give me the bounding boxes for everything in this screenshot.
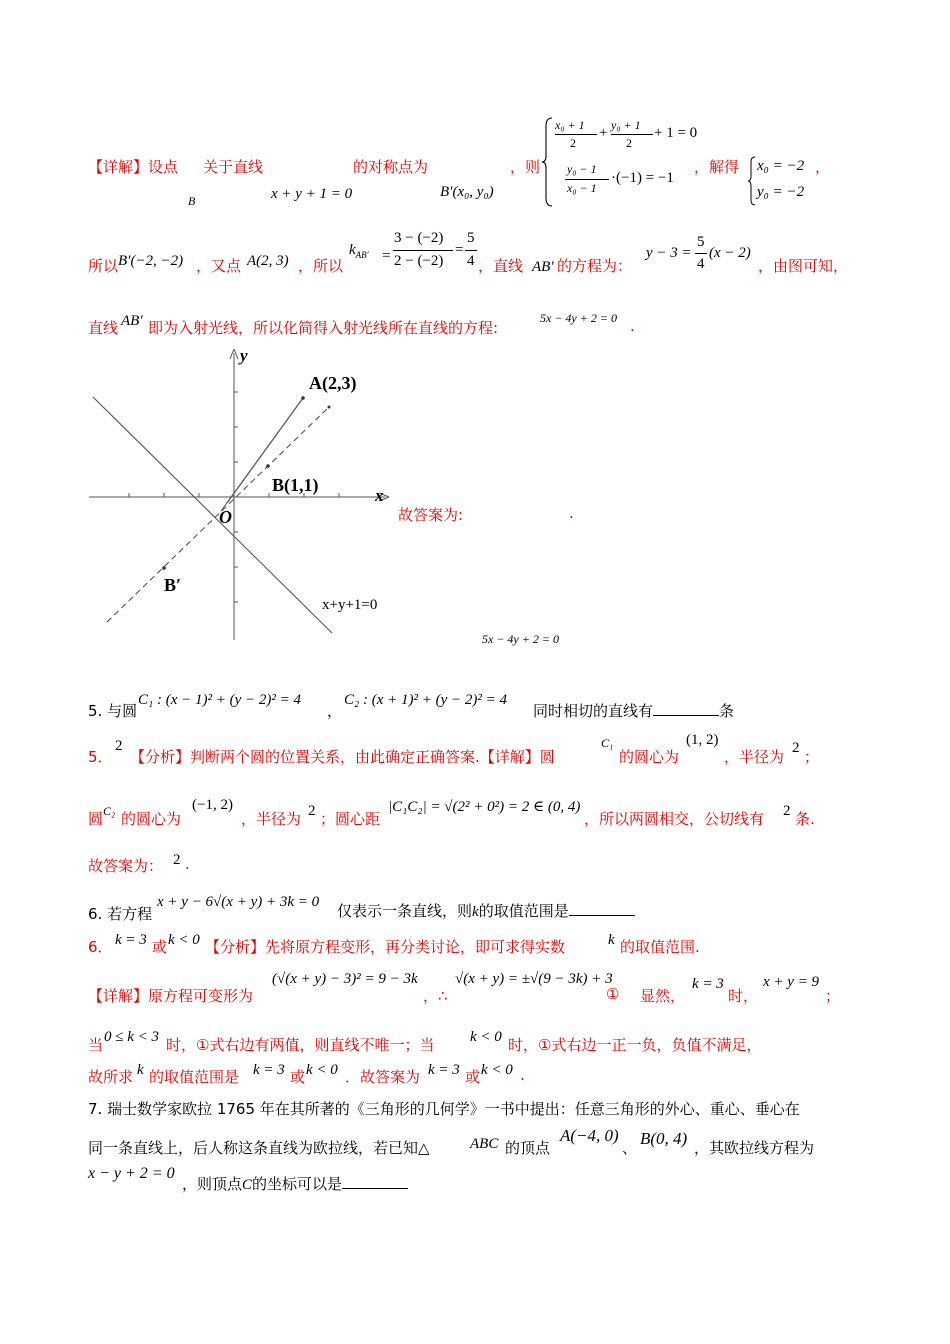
row2-t3: ，所以 — [298, 257, 344, 275]
q7-l2-t3: 、 — [622, 1139, 638, 1157]
a5-l2-t2: 的圆心为 — [121, 810, 182, 828]
sys2-den: x₀ − 1 — [567, 181, 597, 195]
point-bprime — [162, 566, 166, 570]
q7-l2-t2: 的顶点 — [505, 1139, 551, 1157]
a5-t3: ； — [804, 748, 820, 766]
a6-l4-m1: k = 3 — [253, 1062, 285, 1078]
q6-blank[interactable] — [569, 915, 635, 916]
left-brace-icon — [541, 116, 555, 208]
label-bprime: B′ — [164, 575, 182, 595]
row2-eq-right: (x − 2) — [709, 245, 751, 261]
row2-t4: ，直线 — [478, 257, 524, 275]
a6-l4-t3: ．故答案为 — [345, 1068, 421, 1086]
a5-final-ans: 2 — [173, 852, 181, 868]
a6-l4-m4: k < 0 — [481, 1062, 513, 1078]
q7-l2-t4: ，其欧拉线方程为 — [694, 1139, 815, 1157]
a5-center1: (1, 2) — [686, 732, 719, 748]
a5-l2-t1: 圆 — [88, 810, 104, 828]
a6-l4-t2: 的取值范围是 — [149, 1068, 240, 1086]
a6-l4-k: k — [137, 1062, 144, 1078]
line-label: x+y+1=0 — [322, 597, 378, 613]
sys1-den2: 2 — [626, 136, 632, 150]
point-end — [328, 406, 331, 409]
q5-sep: ， — [327, 702, 343, 720]
a6-k: k — [608, 932, 615, 948]
sys1-den1: 2 — [570, 136, 576, 150]
sol2: y₀ = −2 — [757, 184, 805, 200]
detail-text-3: 的对称点为 — [353, 158, 429, 176]
point-b-math: B — [188, 194, 196, 208]
q7-l2-m2: B(0, 4) — [640, 1129, 688, 1148]
a5-final-label: 故答案为： — [88, 857, 164, 875]
a6-l2-m1: (√(x + y) − 3)² = 9 − 3k — [272, 971, 418, 987]
a5-l2-t4: ；圆心距 — [320, 810, 381, 828]
answer-side-math: 5x − 4y + 2 = 0 — [482, 632, 559, 646]
detail-label: 【详解】 — [88, 158, 149, 176]
row3-t2: 即为入射光线，所以化简得入射光线所在直线的方程: — [148, 319, 499, 337]
a6-l2-m4: x + y = 9 — [763, 974, 820, 990]
a5-t2: ，半径为 — [724, 748, 785, 766]
q6-suffix-line: 仅表示一条直线，则k的取值范围是 — [337, 900, 635, 922]
a6-analysis: 【分析】先将原方程变形，再分类讨论，即可求得实数 — [205, 938, 566, 956]
x-axis-label: x — [375, 486, 384, 505]
q7-l3-m1: x − y + 2 = 0 — [88, 1165, 175, 1182]
frac-bar — [611, 134, 653, 135]
row2-den: 2 − (−2) — [394, 253, 444, 269]
answer-side-text: 故答案为: — [398, 506, 464, 524]
row3-eq: 5x − 4y + 2 = 0 — [540, 311, 617, 325]
sys1-plus: + — [599, 125, 608, 141]
row2-t5: 的方程为： — [557, 257, 633, 275]
a6-m1: k = 3 — [115, 932, 147, 948]
a6-l2-t4: ； — [825, 987, 841, 1005]
point-a — [301, 396, 305, 400]
line-x-plus-y-plus-1 — [93, 397, 332, 633]
row2-point-a: A(2, 3) — [247, 253, 289, 269]
a5-analysis: 【分析】判断两个圆的位置关系，由此确定正确答案.【详解】圆 — [130, 748, 555, 766]
a6-l2-t1: ，∴ — [423, 987, 448, 1005]
row2-k: $k_{AB'}$ — [349, 242, 369, 260]
q7-blank[interactable] — [342, 1188, 408, 1189]
frac-bar — [695, 253, 707, 254]
q7-l3-line: ，则顶点C的坐标可以是 — [182, 1173, 408, 1195]
q7-line1: 7. 瑞士数学家欧拉 1765 年在其所著的《三角形的几何学》一书中提出：任意三角形的外心、重心、垂心在 — [88, 1100, 800, 1118]
sys1-num2: y₀ + 1 — [611, 118, 641, 132]
a6-l2-label: 【详解】原方程可变形为 — [88, 987, 254, 1005]
row3-ab: AB′ — [121, 313, 143, 329]
q6-prefix: 6. 若方程 — [88, 905, 153, 923]
q5-c1: C₁ : (x − 1)² + (y − 2)² = 4 — [138, 692, 301, 708]
q5-line: 5. 与圆 — [88, 702, 138, 720]
a5-center2: (−1, 2) — [192, 797, 233, 813]
sol-end: ， — [815, 158, 831, 176]
a5-r1: 2 — [792, 740, 800, 756]
a5-t1: 的圆心为 — [619, 748, 680, 766]
line-eq-math: x + y + 1 = 0 — [271, 186, 353, 202]
frac-bar — [565, 179, 609, 180]
sol1: x₀ = −2 — [757, 158, 805, 174]
a6-l4-or2: 或 — [465, 1068, 481, 1086]
q7-l2-t1: 同一条直线上，后人称这条直线为欧拉线，若已知△ — [88, 1139, 430, 1157]
a6-l3-m1: 0 ≤ k < 3 — [104, 1029, 160, 1045]
a6-l4-m3: k = 3 — [428, 1062, 460, 1078]
point-b — [266, 464, 270, 468]
coordinate-figure — [85, 345, 395, 650]
point-bprime-math: B′(x₀, y₀) — [440, 184, 494, 200]
row3-t3: . — [630, 317, 635, 335]
a6-l2-circle: ① — [606, 985, 620, 1003]
a6-l4-or1: 或 — [290, 1068, 306, 1086]
a6-l4-t1: 故所求 — [88, 1068, 134, 1086]
a5-r2: 2 — [308, 803, 316, 819]
q5-blank[interactable] — [653, 715, 719, 716]
frac-bar — [555, 134, 597, 135]
row2-bprime: B′(−2, −2) — [118, 253, 184, 269]
row2-eq: = — [382, 248, 391, 264]
a5-count: 2 — [783, 803, 791, 819]
row3-t1: 直线 — [88, 319, 119, 337]
row2-t2: ，又点 — [196, 257, 242, 275]
row2-t1: 所以 — [88, 257, 119, 275]
row2-eq-left: y − 3 = — [646, 245, 692, 261]
a5-l2-t6: 条. — [795, 810, 815, 828]
sys1-rest: + 1 = 0 — [654, 125, 698, 141]
a5-l2-t3: ，半径为 — [241, 810, 302, 828]
a6-l2-t2: 显然， — [640, 987, 686, 1005]
a6-l4-m2: k < 0 — [306, 1062, 338, 1078]
detail-text-4: ，则 — [510, 158, 541, 176]
q7-l2-abc: ABC — [470, 1136, 499, 1152]
row2-eq2: = — [455, 242, 464, 258]
frac-bar — [393, 250, 453, 251]
a5-final-dot: . — [185, 855, 190, 873]
a6-or1: 或 — [152, 938, 168, 956]
row2-eq-fd: 4 — [697, 256, 705, 272]
a6-l4-t4: . — [520, 1066, 525, 1084]
row2-fn: 5 — [467, 230, 475, 246]
equation-system — [541, 116, 698, 208]
a6-l2-m3: k = 3 — [692, 976, 724, 992]
detail-text-1: 【详解】设点 — [88, 158, 179, 176]
sys2-num: y₀ − 1 — [567, 162, 597, 176]
a6-l3-t1: 当 — [88, 1036, 104, 1054]
q5-c2: C₂ : (x + 1)² + (y − 2)² = 4 — [344, 692, 507, 708]
q6-eq: x + y − 6√(x + y) + 3k = 0 — [157, 894, 320, 910]
a6-l3-m2: k < 0 — [470, 1029, 502, 1045]
line-bprime-b-dashed — [107, 407, 329, 622]
a6-l2-m2: √(x + y) = ±√(9 − 3k) + 3 — [455, 971, 613, 987]
sys1-num1: x₀ + 1 — [555, 118, 585, 132]
a5-c1: C₁ — [601, 736, 614, 750]
q7-l2-m1: A(−4, 0) — [560, 1126, 619, 1145]
label-o: O — [219, 507, 232, 527]
sys2-rest: ·(−1) = −1 — [611, 170, 674, 186]
a5-l2-t5: ，所以两圆相交，公切线有 — [584, 810, 765, 828]
frac-bar — [465, 250, 477, 251]
detail-text-5: ，解得 — [694, 158, 740, 176]
y-axis-label: y — [240, 346, 248, 365]
row2-num: 3 − (−2) — [394, 230, 444, 246]
row2-ab: AB′ — [532, 259, 554, 275]
a6-l3-t3: 时，①式右边一正一负，负值不满足， — [508, 1036, 762, 1054]
row2-t6: ，由图可知， — [758, 257, 849, 275]
detail-text-2: 关于直线 — [203, 158, 264, 176]
answer-side-dot: . — [569, 504, 574, 522]
a6-m2: k < 0 — [168, 932, 200, 948]
left-brace-icon — [747, 156, 757, 206]
row2-fd: 4 — [467, 253, 475, 269]
a6-num: 6． — [88, 938, 113, 956]
a5-ans: 2 — [115, 738, 123, 754]
a5-dist: |C₁C₂| = √(2² + 0²) = 2 ∈ (0, 4) — [388, 799, 581, 815]
a6-l2-t3: 时， — [728, 987, 759, 1005]
a6-l3-t2: 时，①式右边有两值，则直线不唯一；当 — [166, 1036, 435, 1054]
label-b: B(1,1) — [272, 475, 319, 495]
q5-suffix-line: 同时相切的直线有 条 — [533, 702, 735, 720]
a5-c2: C₂ — [103, 804, 116, 818]
a5-num: 5． — [88, 748, 113, 766]
label-a: A(2,3) — [309, 373, 357, 393]
row2-eq-fn: 5 — [697, 234, 705, 250]
a6-analysis2: 的取值范围. — [620, 938, 700, 956]
